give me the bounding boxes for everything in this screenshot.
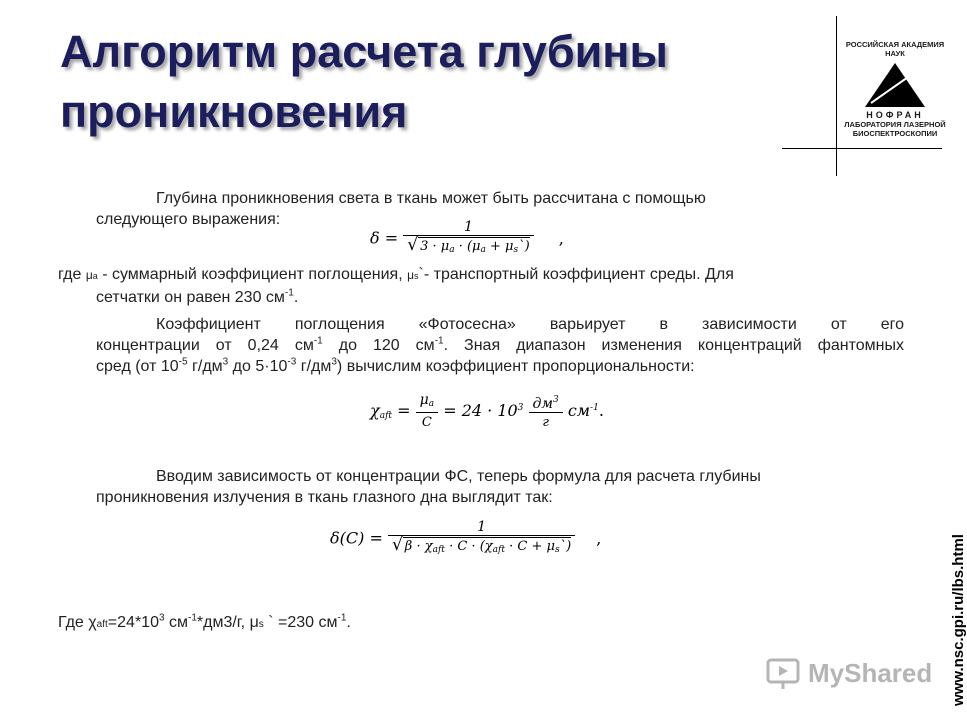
logo-lab-line-1: ЛАБОРАТОРИЯ ЛАЗЕРНОЙ: [844, 120, 946, 129]
intro-line-2: следующего выражения:: [96, 211, 281, 228]
paragraph-where: где μa - суммарный коэффициент поглощения, μs`- транспортный коэффициент среды. Для сетчатки он равен 230 $см^{-1}$.: [58, 266, 734, 306]
paragraph-values: Где $\chi aft=24*10^3$ $см^{-1}*дм3/г$, μs ` =230 $см^{-1}$.: [58, 612, 351, 631]
triangle-logo-icon: [863, 61, 927, 109]
logo-divider-vertical: [836, 16, 837, 176]
slide-title: [60, 22, 800, 142]
formula-depth-concentration: δ(C) = 1 √ β · χaft · C · (χaft · C + μs`) ,: [330, 519, 601, 559]
paragraph-dependency: [96, 466, 904, 508]
logo-org: РОССИЙСКАЯ АКАДЕМИЯ НАУК: [845, 40, 945, 58]
formula-penetration-depth: δ = $\frac{1}{√ 3 \cdot \mu a \cdot (\mu a + \mu s`)}$ ,: [370, 219, 564, 259]
absorption-line-1: Коэффициент поглощения «Фотосесна» варьирует в зависимости от его: [156, 316, 904, 333]
intro-line-1: Глубина проникновения света в ткань может быть рассчитана с помощью: [156, 190, 706, 207]
paragraph-absorption: Коэффициент поглощения «Фотосесна» варьирует в зависимости от его концентрации от 0,24 $см^{-1}$ до 120 $см^{-1}$. Зная диапазон изменения концентраций фантомных сред (от $10^{-5}$ $г/дм^3$ до $5\cdot 10^{-3}$ $г/дм^3$) вычислим коэффициент пропорциональности:: [96, 316, 904, 375]
logo-lab-line-2: БИОСПЕКТРОСКОПИИ: [852, 129, 938, 138]
logo-nofran: НОФРАН: [866, 110, 924, 120]
dependency-line-1: Вводим зависимость от концентрации ФС, теперь формула для расчета глубины: [156, 468, 761, 485]
logo-divider-horizontal: [782, 148, 942, 149]
side-url: www.nsc.gpi.ru/lbs.html: [950, 534, 967, 706]
formula-proportionality: χaft = $\frac{\mu a}{C}$ = $24 \cdot 10^3$ $\frac{дм^3}{г}$ $см^{-1}$.: [370, 392, 604, 430]
title-line-2: проникновения: [60, 86, 408, 137]
title-line-1: Алгоритм расчета глубины: [60, 26, 668, 77]
academy-logo: [842, 40, 948, 138]
myshared-watermark: MyShared: [766, 654, 926, 694]
dependency-line-2: проникновения излучения в ткань глазного дна выглядит так:: [96, 489, 553, 506]
projector-icon: [766, 656, 802, 692]
